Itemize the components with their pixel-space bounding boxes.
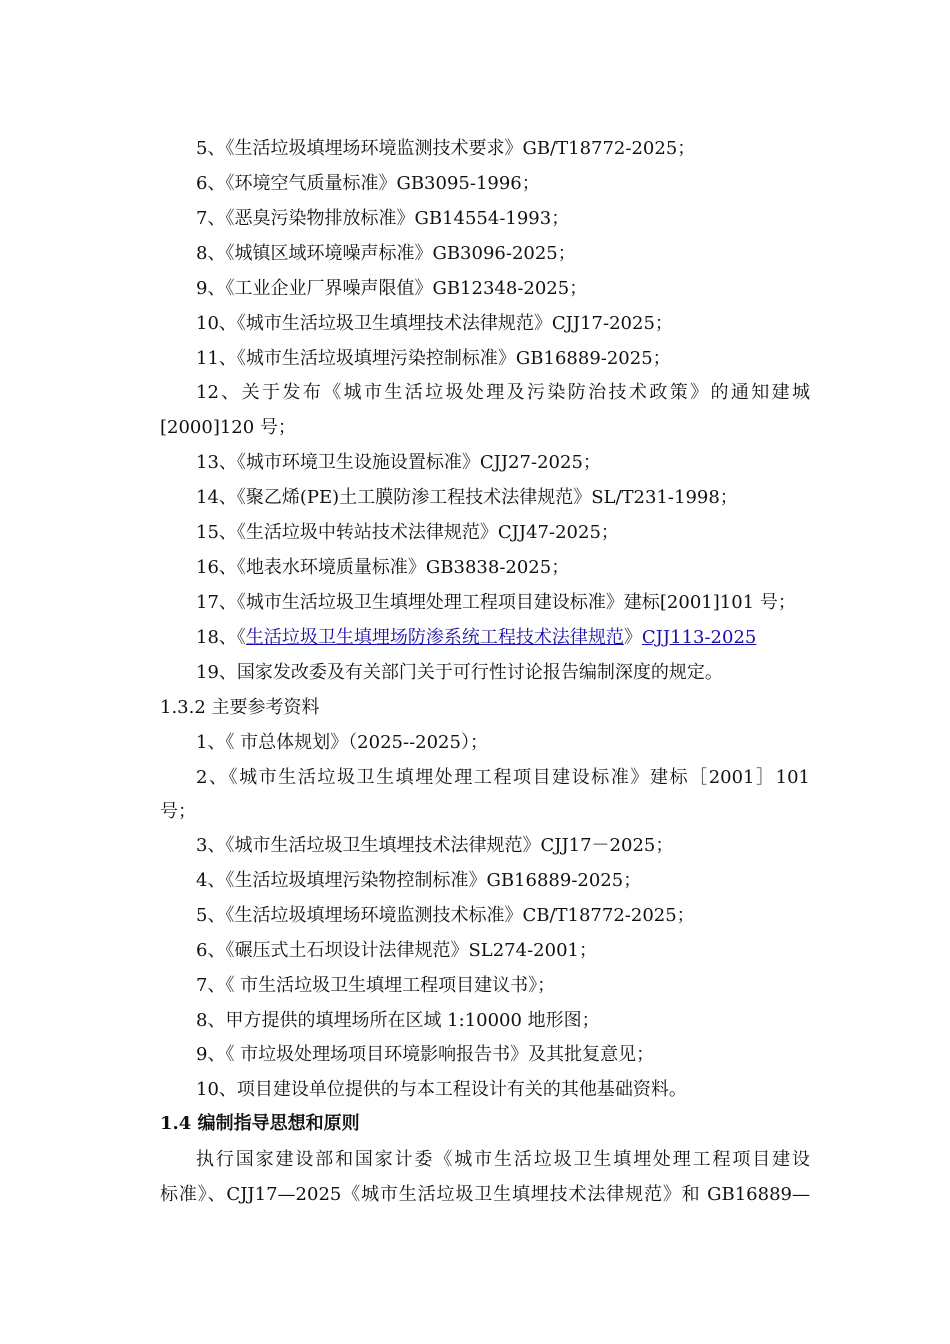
section-heading-1-4: 1.4 编制指导思想和原则 — [160, 1113, 360, 1134]
list-item-12-line1: 12、关于发布《城市生活垃圾处理及污染防治技术政策》的通知建城 — [196, 382, 810, 403]
list-item: 14、《聚乙烯(PE)土工膜防渗工程技术法律规范》SL/T231-1998； — [196, 487, 738, 508]
reference-item: 1、《 市总体规划》（2025--2025）； — [196, 732, 488, 753]
paragraph-line2: 标准》、CJJ17—2025《城市生活垃圾卫生填埋技术法律规范》和 GB16889— — [160, 1184, 810, 1205]
reference-item-2-line2: 号； — [160, 801, 196, 822]
standard-code-link[interactable]: CJJ113-2025 — [641, 627, 757, 648]
list-item: 7、《恶臭污染物排放标准》GB14554-1993； — [196, 208, 570, 229]
reference-item: 7、《 市生活垃圾卫生填埋工程项目建议书》； — [196, 975, 556, 996]
reference-item: 4、《生活垃圾填埋污染物控制标准》GB16889-2025； — [196, 870, 642, 891]
list-item: 15、《生活垃圾中转站技术法律规范》CJJ47-2025； — [196, 522, 619, 543]
list-item: 6、《环境空气质量标准》GB3095-1996； — [196, 173, 540, 194]
reference-item: 9、《 市垃圾处理场项目环境影响报告书》及其批复意见； — [196, 1044, 655, 1065]
paragraph-line1: 执行国家建设部和国家计委《城市生活垃圾卫生填埋处理工程项目建设 — [196, 1149, 810, 1170]
reference-item: 6、《碾压式土石坝设计法律规范》SL274-2001； — [196, 940, 597, 961]
list-item: 11、《城市生活垃圾填埋污染控制标准》GB16889-2025； — [196, 348, 671, 369]
reference-item-2-line1: 2、《城市生活垃圾卫生填埋处理工程项目建设标准》建标［2001］101 — [196, 767, 810, 788]
section-heading-1-3-2: 1.3.2 主要参考资料 — [160, 697, 320, 718]
list-item-18-mid: 》 — [623, 627, 642, 648]
list-item: 16、《地表水环境质量标准》GB3838-2025； — [196, 557, 570, 578]
list-item: 9、《工业企业厂界噪声限值》GB12348-2025； — [196, 278, 588, 299]
standard-title-link[interactable]: 生活垃圾卫生填埋场防渗系统工程技术法律规范 — [245, 627, 624, 648]
list-item: 19、国家发改委及有关部门关于可行性讨论报告编制深度的规定。 — [196, 662, 723, 683]
list-item: 13、《城市环境卫生设施设置标准》CJJ27-2025； — [196, 452, 601, 473]
reference-item: 5、《生活垃圾填埋场环境监测技术标准》CB/T18772-2025； — [196, 905, 695, 926]
list-item-18-prefix: 18、《 — [196, 627, 246, 648]
list-item: 10、《城市生活垃圾卫生填埋技术法律规范》CJJ17-2025； — [196, 313, 673, 334]
list-item: 8、《城镇区域环境噪声标准》GB3096-2025； — [196, 243, 576, 264]
list-item: 5、《生活垃圾填埋场环境监测技术要求》GB/T18772-2025； — [196, 138, 696, 159]
list-item: 17、《城市生活垃圾卫生填埋处理工程项目建设标准》建标[2001]101 号； — [196, 592, 796, 613]
list-item-12-line2: [2000]120 号； — [160, 417, 296, 438]
reference-item: 10、项目建设单位提供的与本工程设计有关的其他基础资料。 — [196, 1079, 687, 1100]
reference-item: 8、甲方提供的填埋场所在区域 1:10000 地形图； — [196, 1010, 600, 1031]
reference-item: 3、《城市生活垃圾卫生填埋技术法律规范》CJJ17－2025； — [196, 835, 674, 856]
list-item-18 — [196, 626, 810, 650]
